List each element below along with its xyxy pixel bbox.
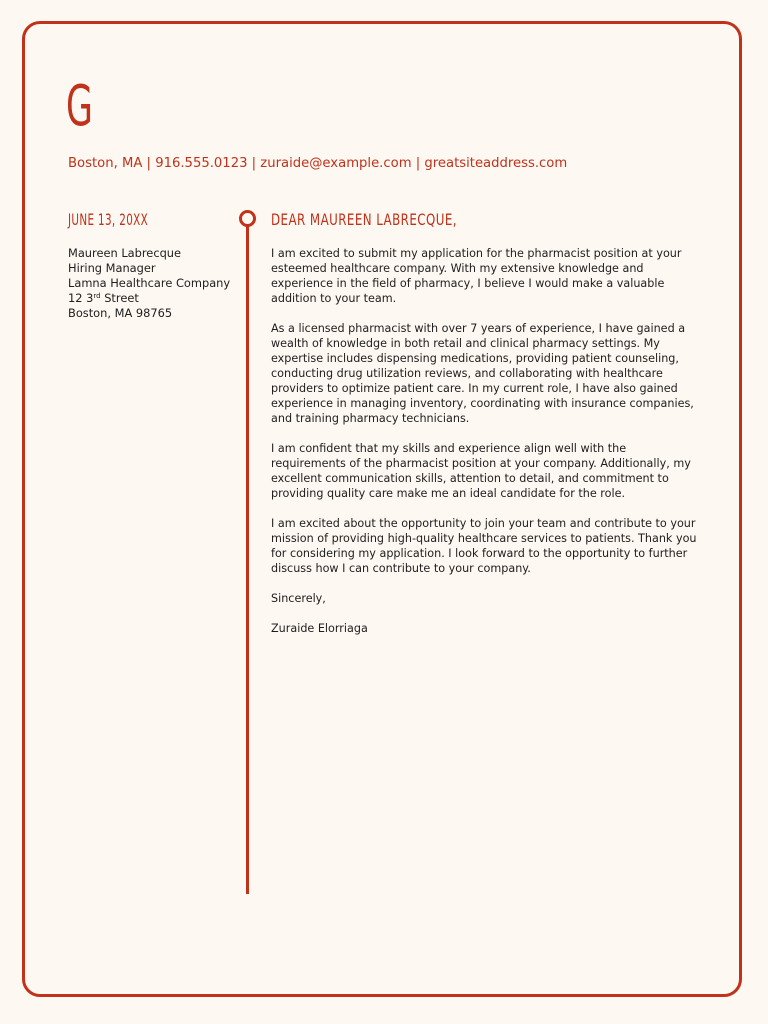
recipient-city: Boston, MA 98765 xyxy=(68,306,173,320)
letter-date: JUNE 13, 20XX xyxy=(68,210,149,229)
paragraph: I am excited about the opportunity to join your team and contribute to your mission of providing high-quality healthcare services to patients. Thank you for considering my application. I look forward to the opportunity to further discuss how I can contribute to your company. xyxy=(271,517,697,575)
recipient-company: Lamna Healthcare Company xyxy=(68,276,231,290)
recipient-street xyxy=(68,291,230,306)
letter-body xyxy=(271,246,703,651)
signature: Zuraide Elorriaga xyxy=(271,622,368,635)
street-ordinal: rd xyxy=(93,292,101,300)
paragraph: I am confident that my skills and experience align well with the requirements of the pharmacist position at your company. Additionally, my excellent communication skills, attention to detail, and commitment to providing quality care make me an ideal candidate for the role. xyxy=(271,442,691,500)
monogram: G xyxy=(66,74,93,139)
street-name: Street xyxy=(100,291,139,305)
paragraph: I am excited to submit my application for the pharmacist position at your esteemed healthcare company. With my extensive knowledge and experience in the field of pharmacy, I believe I would make a valuable addition to your team. xyxy=(271,247,682,305)
recipient-title: Hiring Manager xyxy=(68,261,156,275)
recipient-address xyxy=(68,246,230,321)
contact-info: Boston, MA | 916.555.0123 | zuraide@example.com | greatsiteaddress.com xyxy=(68,156,568,171)
closing: Sincerely, xyxy=(271,592,326,605)
paragraph: As a licensed pharmacist with over 7 years of experience, I have gained a wealth of knowledge in both retail and clinical pharmacy settings. My expertise includes dispensing medications, providing patient counseling, conducting drug utilization reviews, and collaborating with healthcare providers to optimize patient care. In my current role, I have also gained experience in managing inventory, coordinating with insurance companies, and training pharmacy technicians. xyxy=(271,322,694,425)
recipient-name: Maureen Labrecque xyxy=(68,246,182,260)
street-number: 12 3 xyxy=(68,291,94,305)
timeline-line xyxy=(246,226,249,894)
salutation: DEAR MAUREEN LABRECQUE, xyxy=(271,210,457,229)
timeline-marker xyxy=(239,210,256,227)
